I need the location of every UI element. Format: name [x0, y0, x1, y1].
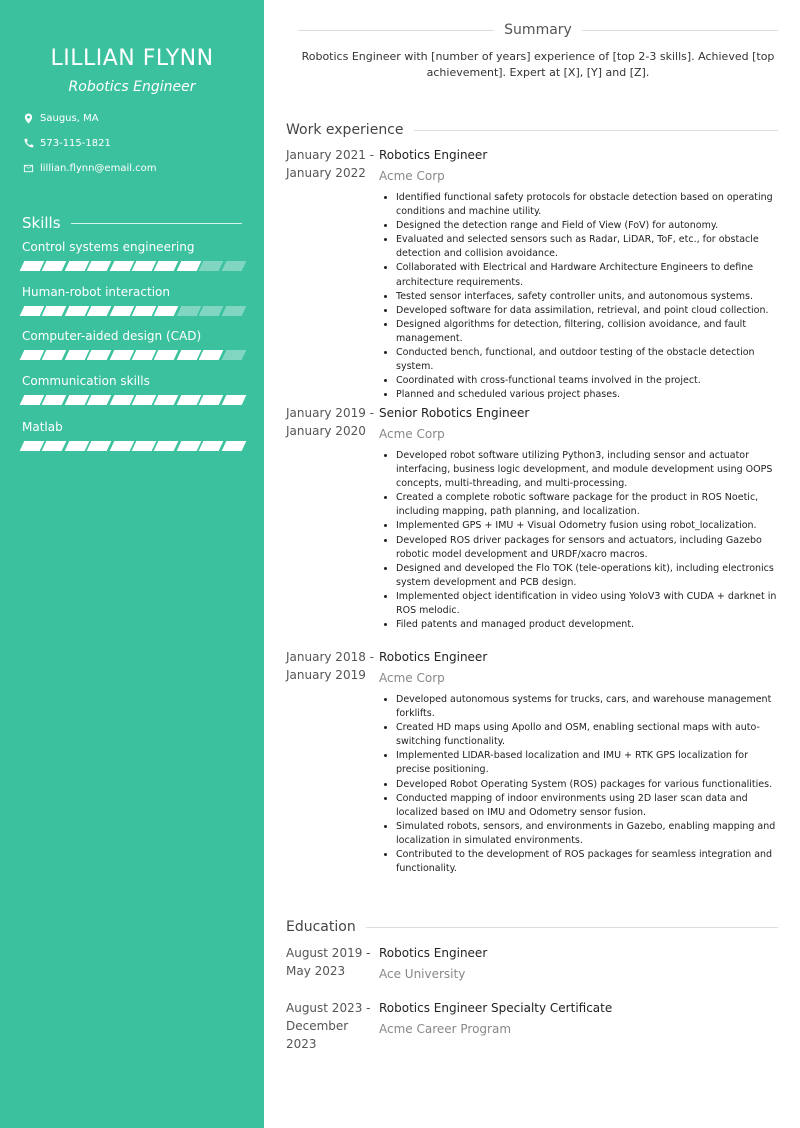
skill-label: Matlab	[22, 420, 63, 434]
skill-level-segment-empty	[177, 306, 202, 316]
skill-level-segment-filled	[87, 350, 112, 360]
summary-divider-right	[582, 30, 778, 31]
skill-level-segment-filled	[87, 395, 112, 405]
candidate-name: LILLIAN FLYNN	[50, 46, 214, 71]
work-heading	[286, 122, 778, 138]
skill-level-segment-filled	[42, 441, 67, 451]
education-details	[379, 999, 779, 1038]
education-heading-text: Education	[286, 919, 356, 935]
education-organization: Acme Career Program	[379, 1022, 512, 1036]
skill-level-segment-filled	[177, 441, 202, 451]
skill-level-segment-filled	[177, 261, 202, 271]
education-organization: Ace University	[379, 967, 466, 981]
location-pin-icon	[22, 112, 34, 124]
work-bullet: • Tested sensor interfaces, safety controller units, and autonomous systems.	[396, 290, 779, 304]
email-text[interactable]: lillian.flynn@email.com	[40, 162, 157, 174]
skill-level-segment-empty	[221, 261, 246, 271]
summary-text: Robotics Engineer with [number of years] experience of [top 2-3 skills]. Achieved [top achievement]. Expert at [X], [Y] and [Z].	[301, 50, 775, 79]
skill-level-segment-filled	[221, 395, 246, 405]
skill-level-segment-filled	[177, 350, 202, 360]
skill-level-segment-filled	[87, 261, 112, 271]
skill-item	[22, 240, 244, 271]
candidate-role: Robotics Engineer	[68, 79, 196, 95]
skill-level-segment-filled	[109, 441, 134, 451]
education-heading	[286, 919, 778, 935]
work-bullet: • Developed autonomous systems for trucks, cars, and warehouse management forklifts.	[396, 693, 779, 721]
education-date	[286, 999, 376, 1053]
work-bullet: • Designed the detection range and Field of View (FoV) for autonomy.	[396, 219, 779, 233]
work-bullet: • Evaluated and selected sensors such as Radar, LiDAR, ToF, etc., for obstacle detection and collision avoidance.	[396, 233, 779, 261]
education-date-start: August 2019 -	[286, 946, 371, 960]
skill-level-segment-filled	[42, 261, 67, 271]
skill-level-segment-filled	[154, 261, 179, 271]
work-bullet: • Developed software for data assimilation, retrieval, and point cloud collection.	[396, 304, 779, 318]
skill-level-bar	[22, 395, 244, 405]
skill-label: Computer-aided design (CAD)	[22, 329, 202, 343]
work-bullets	[379, 693, 779, 876]
work-bullet: • Conducted mapping of indoor environments using 2D laser scan data and localized based on IMU and Odometry sensor fusion.	[396, 792, 779, 820]
skills-divider	[71, 223, 242, 224]
skill-level-segment-empty	[221, 350, 246, 360]
education-title: Robotics Engineer	[379, 946, 488, 960]
work-details	[379, 404, 779, 632]
location-text: Saugus, MA	[40, 112, 99, 124]
work-organization: Acme Corp	[379, 169, 445, 183]
work-organization: Acme Corp	[379, 671, 445, 685]
skill-level-segment-filled	[154, 306, 179, 316]
skill-level-bar	[22, 306, 244, 316]
work-date	[286, 146, 376, 182]
skill-level-bar	[22, 441, 244, 451]
phone-text: 573-115-1821	[40, 137, 111, 149]
work-date-start: January 2019 -	[286, 406, 374, 420]
skill-level-segment-filled	[64, 261, 89, 271]
work-bullet: • Filed patents and managed product development.	[396, 618, 779, 632]
main-content	[264, 0, 800, 1128]
work-bullet: • Coordinated with cross-functional teams involved in the project.	[396, 374, 779, 388]
skill-level-segment-filled	[64, 441, 89, 451]
work-date-end: January 2019	[286, 668, 366, 682]
skill-level-segment-filled	[64, 395, 89, 405]
work-bullet: • Designed algorithms for detection, filtering, collision avoidance, and fault management.	[396, 318, 779, 346]
skill-label: Human-robot interaction	[22, 285, 170, 299]
work-title: Robotics Engineer	[379, 148, 488, 162]
skill-level-segment-filled	[64, 306, 89, 316]
education-date-end: December 2023	[286, 1019, 349, 1051]
work-divider	[414, 130, 779, 131]
summary-divider-left	[298, 30, 494, 31]
education-date-start: August 2023 -	[286, 1001, 371, 1015]
work-date-end: January 2020	[286, 424, 366, 438]
skill-item	[22, 329, 244, 360]
work-bullet: • Collaborated with Electrical and Hardware Architecture Engineers to define architecture requirements.	[396, 261, 779, 289]
work-details	[379, 146, 779, 402]
skill-level-segment-filled	[42, 350, 67, 360]
skill-level-segment-filled	[154, 441, 179, 451]
education-details	[379, 944, 779, 983]
sidebar	[0, 0, 264, 1128]
skill-label: Control systems engineering	[22, 240, 195, 254]
work-title: Robotics Engineer	[379, 650, 488, 664]
work-details	[379, 648, 779, 876]
skill-level-segment-filled	[109, 350, 134, 360]
work-date-end: January 2022	[286, 166, 366, 180]
skill-level-segment-empty	[199, 306, 224, 316]
skill-level-segment-filled	[221, 441, 246, 451]
skill-level-segment-filled	[109, 261, 134, 271]
work-bullet: • Identified functional safety protocols for obstacle detection based on operating conditions and machine utility.	[396, 191, 779, 219]
skill-label: Communication skills	[22, 374, 150, 388]
contact-email[interactable]	[22, 162, 252, 174]
skill-level-bar	[22, 350, 244, 360]
skills-heading-text: Skills	[22, 214, 61, 232]
contact-phone	[22, 137, 252, 149]
skill-level-segment-filled	[154, 350, 179, 360]
skills-heading	[22, 214, 242, 232]
skill-level-segment-filled	[109, 395, 134, 405]
work-heading-text: Work experience	[286, 122, 404, 138]
skill-level-segment-empty	[199, 261, 224, 271]
work-bullet: • Implemented LIDAR-based localization and IMU + RTK GPS localization for precise positioning.	[396, 749, 779, 777]
skill-level-segment-filled	[87, 441, 112, 451]
work-bullet: • Implemented object identification in video using YoloV3 with CUDA + darknet in ROS melodic.	[396, 590, 779, 618]
skill-level-bar	[22, 261, 244, 271]
skill-level-segment-filled	[199, 395, 224, 405]
work-bullet: • Planned and scheduled various project phases.	[396, 388, 779, 402]
work-bullet: • Created a complete robotic software package for the product in ROS Noetic, including mapping, path planning, and localization.	[396, 491, 779, 519]
work-bullet: • Simulated robots, sensors, and environments in Gazebo, enabling mapping and localization in simulated environments.	[396, 820, 779, 848]
work-bullet: • Designed and developed the Flo TOK (tele-operations kit), including electronics system development and PCB design.	[396, 562, 779, 590]
skill-level-segment-filled	[177, 395, 202, 405]
skill-level-segment-filled	[42, 395, 67, 405]
skill-item	[22, 285, 244, 316]
work-date	[286, 648, 376, 684]
work-title: Senior Robotics Engineer	[379, 406, 530, 420]
skill-level-segment-filled	[199, 350, 224, 360]
work-bullet: • Developed ROS driver packages for sensors and actuators, including Gazebo robotic model development and URDF/xacro macros.	[396, 534, 779, 562]
email-icon	[22, 162, 34, 174]
skill-level-segment-filled	[87, 306, 112, 316]
work-date	[286, 404, 376, 440]
work-organization: Acme Corp	[379, 427, 445, 441]
summary-heading	[298, 22, 778, 38]
education-title: Robotics Engineer Specialty Certificate	[379, 1001, 613, 1015]
work-bullet: • Created HD maps using Apollo and OSM, enabling sectional maps with auto-switching functionality.	[396, 721, 779, 749]
skill-level-segment-empty	[221, 306, 246, 316]
phone-icon	[22, 137, 34, 149]
skill-level-segment-filled	[42, 306, 67, 316]
work-bullets	[379, 449, 779, 632]
skill-item	[22, 420, 244, 451]
work-bullet: • Contributed to the development of ROS packages for seamless integration and functionality.	[396, 848, 779, 876]
skill-level-segment-filled	[64, 350, 89, 360]
skill-level-segment-filled	[109, 306, 134, 316]
education-date	[286, 944, 376, 980]
work-bullet: • Developed robot software utilizing Python3, including sensor and actuator interfacing, business logic development, and module development using OOPS concepts, multi-threading, and multi-processing.	[396, 449, 779, 491]
work-bullet: • Conducted bench, functional, and outdoor testing of the obstacle detection system.	[396, 346, 779, 374]
education-date-end: May 2023	[286, 964, 346, 978]
work-date-start: January 2021 -	[286, 148, 374, 162]
contact-location	[22, 112, 252, 124]
summary-heading-text: Summary	[504, 22, 572, 38]
skill-item	[22, 374, 244, 405]
work-bullet: • Developed Robot Operating System (ROS) packages for various functionalities.	[396, 778, 779, 792]
work-bullet: • Implemented GPS + IMU + Visual Odometry fusion using robot_localization.	[396, 519, 779, 533]
work-date-start: January 2018 -	[286, 650, 374, 664]
skill-level-segment-filled	[199, 441, 224, 451]
education-divider	[366, 927, 778, 928]
skill-level-segment-filled	[154, 395, 179, 405]
work-bullets	[379, 191, 779, 402]
